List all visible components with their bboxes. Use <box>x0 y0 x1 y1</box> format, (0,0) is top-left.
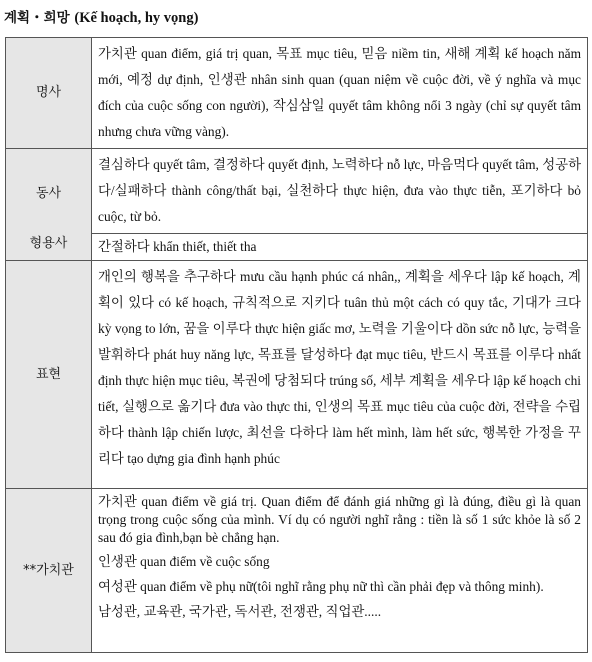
row-label-noun: 명사 <box>6 38 92 149</box>
page-title <box>4 6 198 27</box>
row-label-verb-adjective <box>6 149 92 261</box>
values-paragraph-3: 여성관 quan điểm về phụ nữ(tôi nghĩ rằng phụ nữ thì cần phải đẹp và thông minh). <box>98 579 544 594</box>
row-label-values: **가치관 <box>6 489 92 653</box>
title-korean: 계획・희망 <box>4 10 70 26</box>
values-paragraph-4: 남성관, 교육관, 국가관, 독서관, 전쟁관, 직업관..... <box>98 604 382 619</box>
table-row-values <box>6 489 588 653</box>
row-content-noun: 가치관 quan điểm, giá trị quan, 목표 mục tiêu, 믿음 niềm tin, 새해 계획 kế hoạch năm mới, 예정 dự định, 인생관 nhân sinh quan (quan niệm về cuộc đời, về ý nghĩa và mục đích của cuộc sống con người), 작심삼일 quyết tâm không nổi 3 ngày (chỉ sự quyết tâm nhưng chưa vững vàng). <box>92 38 588 149</box>
table-row-noun <box>6 38 588 149</box>
table-row-verb <box>6 149 588 234</box>
row-label-adjective: 형용사 <box>29 236 68 251</box>
table-row-adjective <box>6 234 588 261</box>
row-content-adjective: 간절하다 khẩn thiết, thiết tha <box>92 234 588 261</box>
title-vietnamese: (Kế hoạch, hy vọng) <box>74 10 199 26</box>
row-label-expression: 표현 <box>6 261 92 489</box>
table-row-expression <box>6 261 588 489</box>
values-paragraph-1: 가치관 quan điểm về giá trị. Quan điểm để đánh giá những gì là đúng, điều gì là quan trọng trong cuộc sống của mình. Ví dụ có người nghĩ rằng : tiền là số 1 sức khỏe là số 2 sau đó gia đình,bạn bè chẳng hạn. <box>98 494 581 545</box>
row-content-expression: 개인의 행복을 추구하다 mưu cầu hạnh phúc cá nhân,, 계획을 세우다 lập kế hoạch, 계획이 있다 có kế hoạch, 규칙적으로 지키다 tuân thủ một cách có quy tắc, 기대가 크다 kỳ vọng to lớn, 꿈을 이루다 thực hiện giấc mơ, 노력을 기울이다 dồn sức nỗ lực, 능력을 발휘하다 phát huy năng lực, 목표를 달성하다 đạt mục tiêu, 반드시 목표를 이루다 nhất định thực hiện mục tiêu, 복권에 당첨되다 trúng số, 세부 계획을 세우다 lập kế hoạch chi tiết, 실행으로 옮기다 đưa vào thực thi, 인생의 목표 mục tiêu của cuộc đời, 전략을 수립하다 thành lập chiến lược, 최선을 다하다 làm hết mình, làm hết sức, 행복한 가정을 꾸리다 tạo dựng gia đình hạnh phúc <box>92 261 588 489</box>
row-content-verb: 결심하다 quyết tâm, 결정하다 quyết định, 노력하다 nỗ lực, 마음먹다 quyết tâm, 성공하다/실패하다 thành công/thất bại, 실천하다 thực hiện, đưa vào thực tiễn, 포기하다 bỏ cuộc, từ bỏ. <box>92 149 588 234</box>
vocabulary-table <box>5 37 588 653</box>
values-paragraph-2: 인생관 quan điểm về cuộc sống <box>98 554 270 569</box>
row-content-values <box>92 489 588 653</box>
row-label-verb: 동사 <box>35 186 62 201</box>
